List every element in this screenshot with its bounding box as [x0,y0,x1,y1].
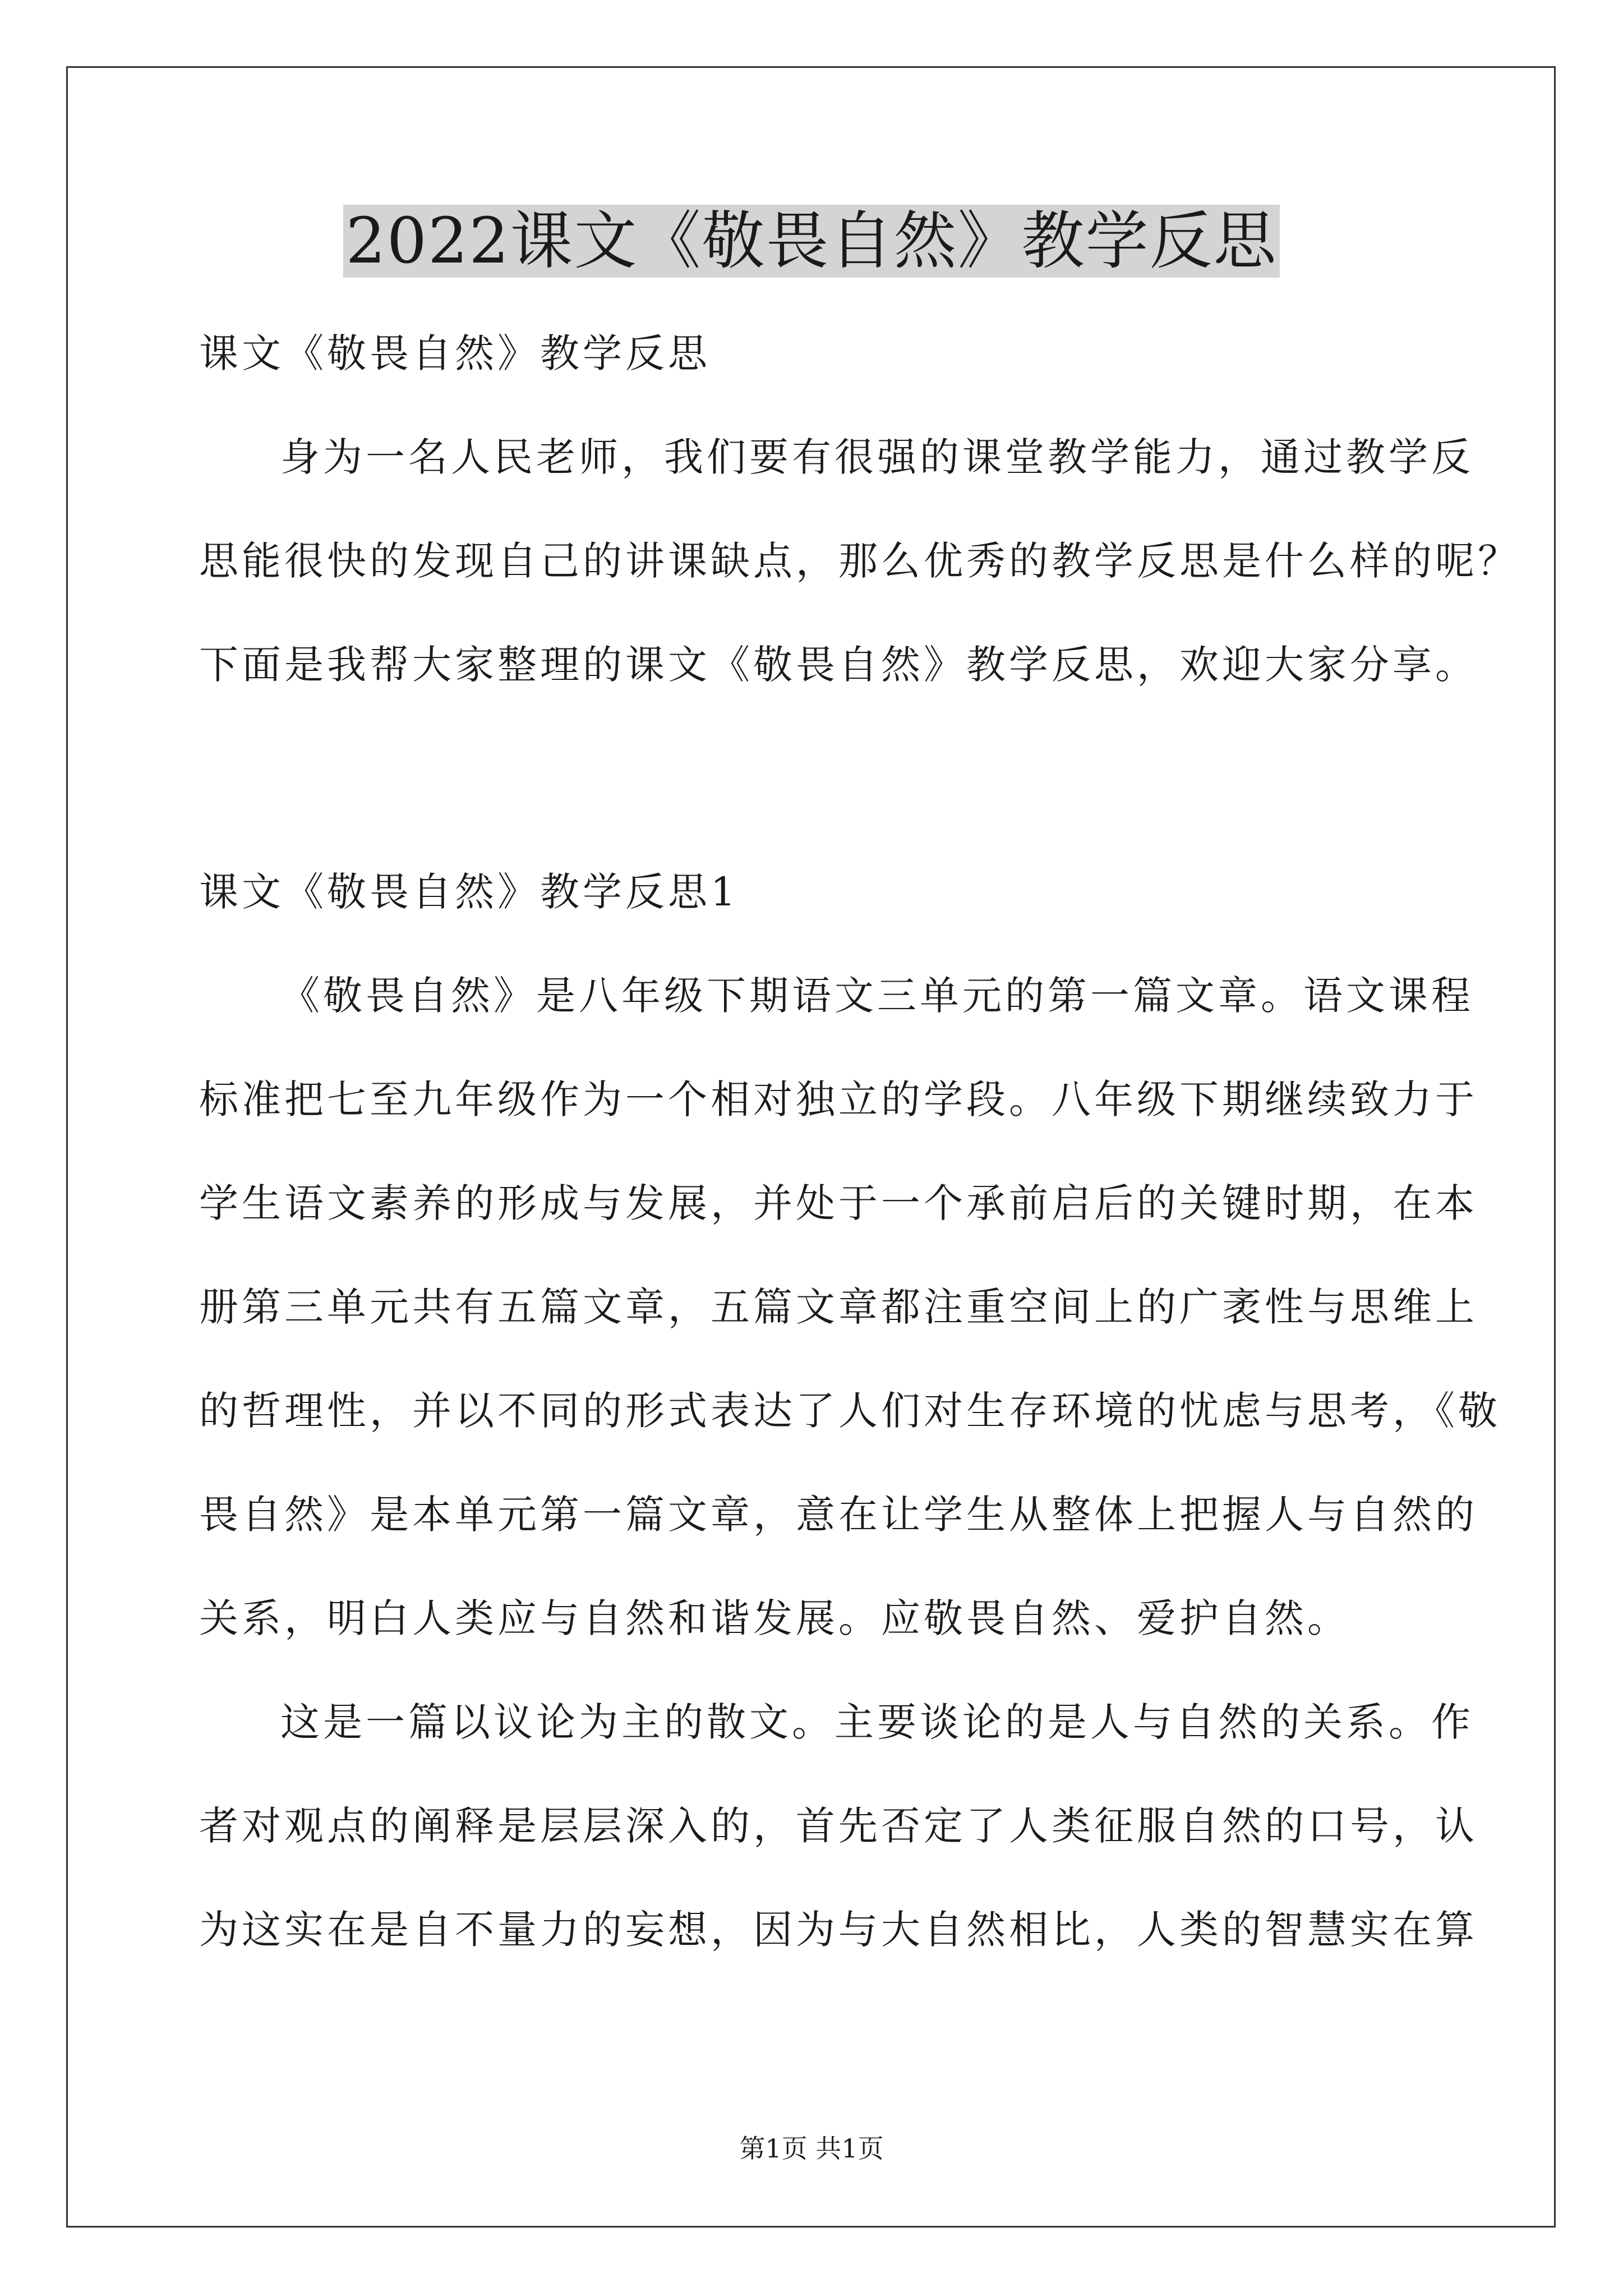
page-footer: 第1页 共1页 [739,2133,884,2164]
body-line: 标准把七至九年级作为一个相对独立的学段。八年级下期继续致力于 [199,1076,1478,1122]
body-line: 册第三单元共有五篇文章，五篇文章都注重空间上的广袤性与思维上 [199,1284,1478,1330]
body-line: 畏自然》是本单元第一篇文章，意在让学生从整体上把握人与自然的 [199,1492,1478,1538]
document-title: 2022课文《敬畏自然》教学反思 [0,199,1623,283]
subtitle-line: 课文《敬畏自然》教学反思 [199,330,711,376]
section-heading: 课文《敬畏自然》教学反思1 [199,869,739,915]
body-line: 关系，明白人类应与自然和谐发展。应敬畏自然、爱护自然。 [199,1595,1350,1641]
body-line: 思能很快的发现自己的讲课缺点，那么优秀的教学反思是什么样的呢？ [199,538,1520,584]
body-line: 这是一篇以议论为主的散文。主要谈论的是人与自然的关系。作 [280,1699,1474,1745]
body-line: 为这实在是自不量力的妄想，因为与大自然相比，人类的智慧实在算 [199,1907,1478,1953]
body-line: 学生语文素养的形成与发展，并处于一个承前启后的关键时期，在本 [199,1180,1478,1226]
body-line: 《敬畏自然》是八年级下期语文三单元的第一篇文章。语文课程 [280,973,1474,1019]
body-line: 下面是我帮大家整理的课文《敬畏自然》教学反思，欢迎大家分享。 [199,642,1478,688]
body-line: 身为一名人民老师，我们要有很强的课堂教学能力，通过教学反 [280,434,1474,480]
body-line: 者对观点的阐释是层层深入的，首先否定了人类征服自然的口号，认 [199,1803,1478,1849]
body-line: 的哲理性，并以不同的形式表达了人们对生存环境的忧虑与思考，《敬 [199,1388,1501,1434]
